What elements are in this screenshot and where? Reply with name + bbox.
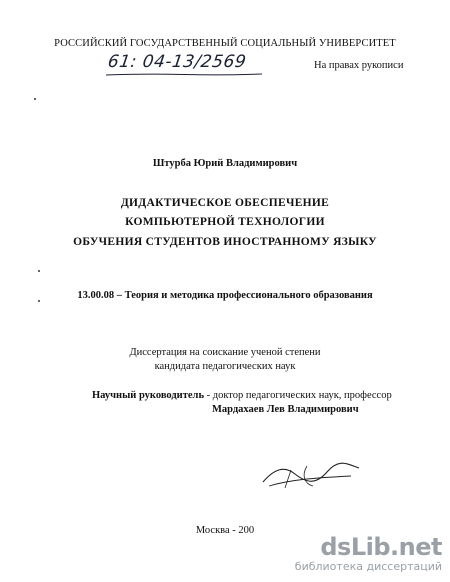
supervisor-line bbox=[92, 390, 392, 401]
handwritten-registration-code: 61: 04-13/2569 bbox=[106, 52, 248, 72]
university-name: РОССИЙСКИЙ ГОСУДАРСТВЕННЫЙ СОЦИАЛЬНЫЙ УНИВЕРСИТЕТ bbox=[54, 38, 396, 49]
scan-speck bbox=[38, 270, 40, 272]
manuscript-rights-note: На правах рукописи bbox=[314, 60, 404, 71]
degree-statement-line-2: кандидата педагогических наук bbox=[154, 361, 296, 372]
scan-speck bbox=[38, 300, 40, 302]
watermark-logo: dsLib.net bbox=[320, 533, 442, 561]
specialty-code: 13.00.08 – Теория и методика профессионального образования bbox=[77, 290, 373, 301]
supervisor-credentials: - доктор педагогических наук, профессор bbox=[204, 390, 392, 401]
handwritten-underline bbox=[104, 73, 264, 76]
supervisor-label: Научный руководитель bbox=[92, 390, 204, 401]
watermark-tagline: библиотека диссертаций bbox=[294, 560, 442, 573]
author-name: Штурба Юрий Владимирович bbox=[152, 158, 298, 169]
scan-speck bbox=[34, 98, 36, 100]
supervisor-name: Мардахаев Лев Владимирович bbox=[212, 404, 359, 415]
degree-statement-line-1: Диссертация на соискание ученой степени bbox=[129, 347, 321, 358]
dissertation-title-line-2: КОМПЬЮТЕРНОЙ ТЕХНОЛОГИИ bbox=[125, 216, 325, 228]
dissertation-title-line-3: ОБУЧЕНИЯ СТУДЕНТОВ ИНОСТРАННОМУ ЯЗЫКУ bbox=[73, 236, 377, 248]
dslib-watermark bbox=[292, 534, 442, 578]
dissertation-title-line-1: ДИДАКТИЧЕСКОЕ ОБЕСПЕЧЕНИЕ bbox=[120, 197, 330, 209]
handwritten-signature bbox=[255, 456, 365, 496]
city-and-year: Москва - 200 bbox=[195, 525, 255, 536]
